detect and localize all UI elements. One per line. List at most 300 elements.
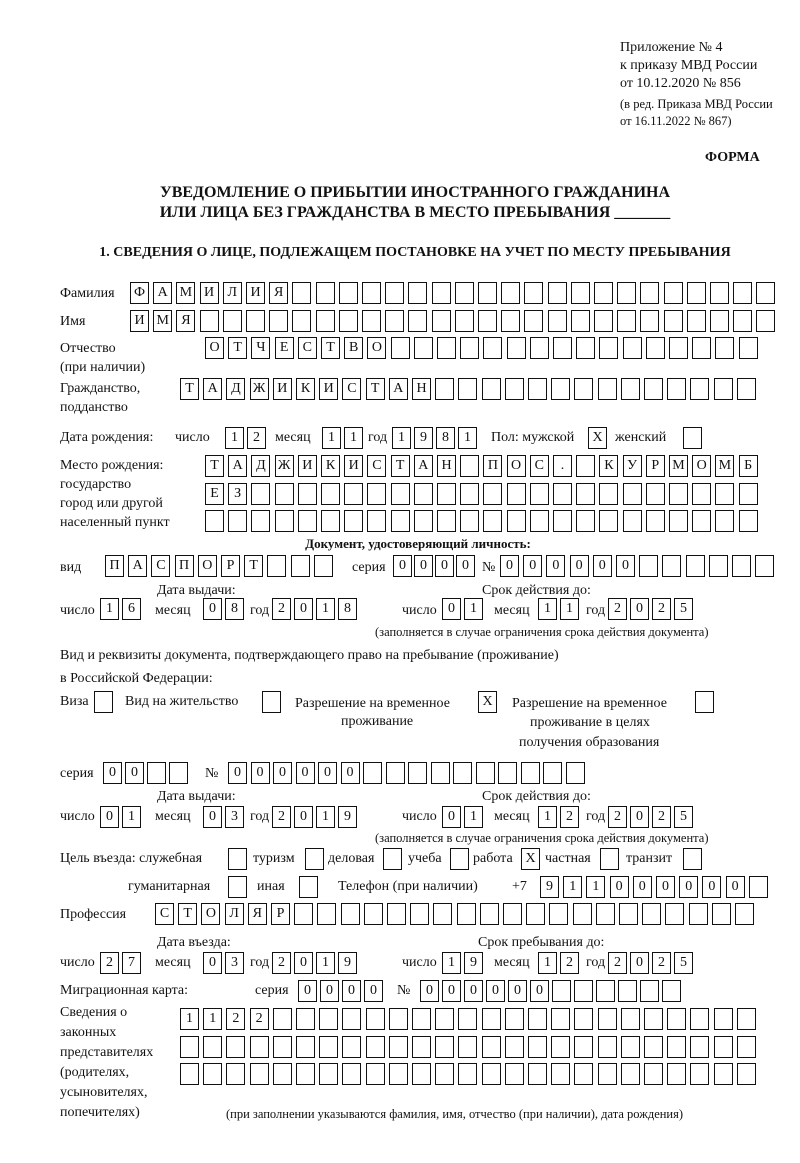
char-box[interactable]: В: [344, 337, 363, 359]
char-box[interactable]: 1: [586, 876, 605, 898]
char-box[interactable]: 1: [560, 598, 579, 620]
purpose-private-checkbox-box[interactable]: [600, 848, 619, 870]
char-box[interactable]: [712, 903, 731, 925]
char-box[interactable]: [664, 282, 683, 304]
char-box[interactable]: [598, 1063, 617, 1085]
char-box[interactable]: [574, 1036, 593, 1058]
char-box[interactable]: [363, 762, 382, 784]
char-box[interactable]: 2: [608, 952, 627, 974]
char-box[interactable]: [687, 282, 706, 304]
char-box[interactable]: П: [105, 555, 124, 577]
purpose-work-checkbox-box[interactable]: X: [521, 848, 540, 870]
char-box[interactable]: [410, 903, 429, 925]
char-box[interactable]: [669, 337, 688, 359]
char-box[interactable]: 0: [125, 762, 144, 784]
char-box[interactable]: [269, 310, 288, 332]
char-box[interactable]: [250, 1063, 269, 1085]
char-box[interactable]: 0: [442, 980, 461, 1002]
char-box[interactable]: С: [367, 455, 386, 477]
char-box[interactable]: [507, 483, 526, 505]
char-box[interactable]: Н: [437, 455, 456, 477]
char-box[interactable]: Т: [180, 378, 199, 400]
char-box[interactable]: [180, 1063, 199, 1085]
char-box[interactable]: 0: [100, 806, 119, 828]
char-box[interactable]: [458, 1036, 477, 1058]
char-box[interactable]: [366, 1008, 385, 1030]
char-box[interactable]: [478, 282, 497, 304]
char-box[interactable]: [414, 483, 433, 505]
char-box[interactable]: [505, 1036, 524, 1058]
char-box[interactable]: [566, 762, 585, 784]
char-box[interactable]: [714, 1036, 733, 1058]
char-box[interactable]: [714, 1063, 733, 1085]
char-box[interactable]: [457, 903, 476, 925]
char-box[interactable]: [386, 762, 405, 784]
char-box[interactable]: Т: [366, 378, 385, 400]
char-box[interactable]: Я: [269, 282, 288, 304]
char-box[interactable]: [251, 510, 270, 532]
char-box[interactable]: [640, 282, 659, 304]
sex-male-checkbox-box[interactable]: X: [588, 427, 607, 449]
char-box[interactable]: [273, 1063, 292, 1085]
char-box[interactable]: 0: [203, 806, 222, 828]
char-box[interactable]: [576, 337, 595, 359]
char-box[interactable]: И: [273, 378, 292, 400]
char-box[interactable]: [366, 1036, 385, 1058]
char-box[interactable]: [435, 1063, 454, 1085]
char-box[interactable]: [362, 310, 381, 332]
char-box[interactable]: [319, 1063, 338, 1085]
char-box[interactable]: [433, 903, 452, 925]
char-box[interactable]: М: [176, 282, 195, 304]
char-box[interactable]: 1: [322, 427, 341, 449]
char-box[interactable]: К: [296, 378, 315, 400]
char-box[interactable]: И: [319, 378, 338, 400]
char-box[interactable]: [644, 1008, 663, 1030]
char-box[interactable]: [733, 282, 752, 304]
char-box[interactable]: 0: [296, 762, 315, 784]
char-box[interactable]: [548, 310, 567, 332]
char-box[interactable]: [756, 310, 775, 332]
char-box[interactable]: 1: [316, 952, 335, 974]
char-box[interactable]: [226, 1063, 245, 1085]
char-box[interactable]: Е: [275, 337, 294, 359]
char-box[interactable]: [594, 282, 613, 304]
char-box[interactable]: 1: [100, 598, 119, 620]
char-box[interactable]: [246, 310, 265, 332]
char-box[interactable]: [298, 483, 317, 505]
char-box[interactable]: [598, 1008, 617, 1030]
char-box[interactable]: [273, 1036, 292, 1058]
char-box[interactable]: [664, 310, 683, 332]
char-box[interactable]: Е: [205, 483, 224, 505]
char-box[interactable]: [226, 1036, 245, 1058]
char-box[interactable]: [623, 337, 642, 359]
char-box[interactable]: 1: [464, 806, 483, 828]
char-box[interactable]: А: [414, 455, 433, 477]
char-box[interactable]: 0: [273, 762, 292, 784]
char-box[interactable]: [690, 378, 709, 400]
char-box[interactable]: [458, 378, 477, 400]
char-box[interactable]: [314, 555, 333, 577]
char-box[interactable]: [362, 282, 381, 304]
char-box[interactable]: 2: [100, 952, 119, 974]
char-box[interactable]: 9: [338, 806, 357, 828]
char-box[interactable]: [662, 555, 681, 577]
char-box[interactable]: [669, 483, 688, 505]
char-box[interactable]: А: [153, 282, 172, 304]
char-box[interactable]: [412, 1008, 431, 1030]
char-box[interactable]: [391, 510, 410, 532]
char-box[interactable]: [391, 483, 410, 505]
char-box[interactable]: [435, 1008, 454, 1030]
char-box[interactable]: [483, 337, 502, 359]
char-box[interactable]: [690, 1063, 709, 1085]
char-box[interactable]: [296, 1036, 315, 1058]
char-box[interactable]: 2: [652, 598, 671, 620]
char-box[interactable]: [147, 762, 166, 784]
purpose-tourism-checkbox-box[interactable]: [305, 848, 324, 870]
char-box[interactable]: 0: [414, 555, 433, 577]
char-box[interactable]: [617, 310, 636, 332]
char-box[interactable]: [505, 378, 524, 400]
char-box[interactable]: 2: [652, 806, 671, 828]
char-box[interactable]: [267, 555, 286, 577]
char-box[interactable]: 1: [442, 952, 461, 974]
char-box[interactable]: [432, 310, 451, 332]
permit-residence-checkbox-box[interactable]: [262, 691, 281, 713]
char-box[interactable]: [501, 282, 520, 304]
char-box[interactable]: [553, 337, 572, 359]
char-box[interactable]: 0: [294, 952, 313, 974]
purpose-other-checkbox-box[interactable]: [299, 876, 318, 898]
char-box[interactable]: [599, 483, 618, 505]
char-box[interactable]: [709, 555, 728, 577]
char-box[interactable]: [476, 762, 495, 784]
char-box[interactable]: Л: [223, 282, 242, 304]
char-box[interactable]: [621, 1036, 640, 1058]
char-box[interactable]: И: [246, 282, 265, 304]
char-box[interactable]: [389, 1036, 408, 1058]
char-box[interactable]: [574, 1008, 593, 1030]
char-box[interactable]: [296, 1063, 315, 1085]
char-box[interactable]: 0: [633, 876, 652, 898]
char-box[interactable]: [599, 337, 618, 359]
char-box[interactable]: [715, 510, 734, 532]
char-box[interactable]: [205, 510, 224, 532]
char-box[interactable]: А: [228, 455, 247, 477]
char-box[interactable]: [667, 1063, 686, 1085]
char-box[interactable]: П: [175, 555, 194, 577]
char-box[interactable]: С: [151, 555, 170, 577]
char-box[interactable]: [739, 483, 758, 505]
char-box[interactable]: [530, 337, 549, 359]
char-box[interactable]: [573, 903, 592, 925]
char-box[interactable]: [316, 282, 335, 304]
char-box[interactable]: [414, 510, 433, 532]
char-box[interactable]: О: [507, 455, 526, 477]
char-box[interactable]: [437, 510, 456, 532]
char-box[interactable]: О: [201, 903, 220, 925]
char-box[interactable]: [432, 282, 451, 304]
char-box[interactable]: Н: [412, 378, 431, 400]
char-box[interactable]: [686, 555, 705, 577]
char-box[interactable]: [749, 876, 768, 898]
char-box[interactable]: [594, 310, 613, 332]
char-box[interactable]: 9: [414, 427, 433, 449]
char-box[interactable]: [317, 903, 336, 925]
char-box[interactable]: [755, 555, 774, 577]
char-box[interactable]: Д: [251, 455, 270, 477]
char-box[interactable]: [599, 510, 618, 532]
char-box[interactable]: [623, 510, 642, 532]
char-box[interactable]: [341, 903, 360, 925]
char-box[interactable]: [455, 310, 474, 332]
char-box[interactable]: [521, 762, 540, 784]
sex-female-checkbox-box[interactable]: [683, 427, 702, 449]
char-box[interactable]: [275, 483, 294, 505]
char-box[interactable]: [574, 378, 593, 400]
char-box[interactable]: 0: [630, 806, 649, 828]
char-box[interactable]: [228, 510, 247, 532]
char-box[interactable]: [458, 1008, 477, 1030]
char-box[interactable]: [551, 1063, 570, 1085]
char-box[interactable]: [505, 1063, 524, 1085]
char-box[interactable]: Т: [178, 903, 197, 925]
char-box[interactable]: [667, 1008, 686, 1030]
char-box[interactable]: 0: [616, 555, 635, 577]
char-box[interactable]: 0: [530, 980, 549, 1002]
char-box[interactable]: [692, 510, 711, 532]
char-box[interactable]: [460, 337, 479, 359]
char-box[interactable]: [339, 310, 358, 332]
char-box[interactable]: О: [692, 455, 711, 477]
char-box[interactable]: [715, 483, 734, 505]
char-box[interactable]: О: [367, 337, 386, 359]
char-box[interactable]: 0: [318, 762, 337, 784]
char-box[interactable]: [273, 1008, 292, 1030]
char-box[interactable]: [692, 337, 711, 359]
char-box[interactable]: [251, 483, 270, 505]
char-box[interactable]: [646, 510, 665, 532]
char-box[interactable]: Ж: [250, 378, 269, 400]
char-box[interactable]: С: [298, 337, 317, 359]
char-box[interactable]: [737, 378, 756, 400]
char-box[interactable]: [714, 378, 733, 400]
char-box[interactable]: И: [298, 455, 317, 477]
char-box[interactable]: [507, 337, 526, 359]
char-box[interactable]: И: [200, 282, 219, 304]
char-box[interactable]: 0: [726, 876, 745, 898]
char-box[interactable]: [503, 903, 522, 925]
char-box[interactable]: [294, 903, 313, 925]
char-box[interactable]: 0: [103, 762, 122, 784]
char-box[interactable]: [316, 310, 335, 332]
char-box[interactable]: У: [623, 455, 642, 477]
char-box[interactable]: [737, 1036, 756, 1058]
char-box[interactable]: [737, 1063, 756, 1085]
char-box[interactable]: [528, 1063, 547, 1085]
char-box[interactable]: 2: [560, 806, 579, 828]
char-box[interactable]: [714, 1008, 733, 1030]
char-box[interactable]: 0: [203, 952, 222, 974]
char-box[interactable]: [667, 1036, 686, 1058]
char-box[interactable]: 2: [608, 598, 627, 620]
char-box[interactable]: [552, 980, 571, 1002]
char-box[interactable]: [710, 282, 729, 304]
char-box[interactable]: [551, 378, 570, 400]
char-box[interactable]: [737, 1008, 756, 1030]
char-box[interactable]: [526, 903, 545, 925]
char-box[interactable]: 5: [674, 952, 693, 974]
char-box[interactable]: М: [153, 310, 172, 332]
permit-trp-edu-checkbox-box[interactable]: [695, 691, 714, 713]
char-box[interactable]: 0: [570, 555, 589, 577]
char-box[interactable]: 0: [203, 598, 222, 620]
char-box[interactable]: О: [198, 555, 217, 577]
char-box[interactable]: [689, 903, 708, 925]
char-box[interactable]: [344, 483, 363, 505]
char-box[interactable]: 1: [464, 598, 483, 620]
char-box[interactable]: [574, 1063, 593, 1085]
char-box[interactable]: 0: [508, 980, 527, 1002]
char-box[interactable]: 1: [538, 806, 557, 828]
char-box[interactable]: [576, 455, 595, 477]
char-box[interactable]: 2: [226, 1008, 245, 1030]
char-box[interactable]: [169, 762, 188, 784]
char-box[interactable]: .: [553, 455, 572, 477]
char-box[interactable]: [574, 980, 593, 1002]
char-box[interactable]: [528, 1008, 547, 1030]
char-box[interactable]: [640, 310, 659, 332]
char-box[interactable]: [200, 310, 219, 332]
char-box[interactable]: [646, 483, 665, 505]
char-box[interactable]: [223, 310, 242, 332]
char-box[interactable]: [618, 980, 637, 1002]
purpose-business-checkbox-box[interactable]: [383, 848, 402, 870]
char-box[interactable]: [667, 378, 686, 400]
char-box[interactable]: 7: [122, 952, 141, 974]
char-box[interactable]: [623, 483, 642, 505]
char-box[interactable]: [642, 903, 661, 925]
char-box[interactable]: [507, 510, 526, 532]
char-box[interactable]: 1: [344, 427, 363, 449]
char-box[interactable]: [367, 483, 386, 505]
char-box[interactable]: [687, 310, 706, 332]
char-box[interactable]: 1: [203, 1008, 222, 1030]
char-box[interactable]: 1: [225, 427, 244, 449]
char-box[interactable]: [524, 282, 543, 304]
char-box[interactable]: [408, 282, 427, 304]
char-box[interactable]: [617, 282, 636, 304]
char-box[interactable]: [460, 455, 479, 477]
char-box[interactable]: 0: [294, 598, 313, 620]
char-box[interactable]: [480, 903, 499, 925]
char-box[interactable]: А: [203, 378, 222, 400]
char-box[interactable]: 0: [420, 980, 439, 1002]
char-box[interactable]: [715, 337, 734, 359]
char-box[interactable]: Р: [646, 455, 665, 477]
char-box[interactable]: М: [669, 455, 688, 477]
char-box[interactable]: [551, 1036, 570, 1058]
char-box[interactable]: Т: [205, 455, 224, 477]
char-box[interactable]: [321, 483, 340, 505]
char-box[interactable]: 1: [538, 952, 557, 974]
char-box[interactable]: [732, 555, 751, 577]
char-box[interactable]: [389, 1063, 408, 1085]
permit-trp-checkbox-box[interactable]: X: [478, 691, 497, 713]
char-box[interactable]: [528, 1036, 547, 1058]
purpose-study-checkbox-box[interactable]: [450, 848, 469, 870]
char-box[interactable]: С: [342, 378, 361, 400]
char-box[interactable]: [571, 310, 590, 332]
char-box[interactable]: З: [228, 483, 247, 505]
char-box[interactable]: [576, 510, 595, 532]
char-box[interactable]: 3: [225, 952, 244, 974]
char-box[interactable]: А: [128, 555, 147, 577]
char-box[interactable]: [435, 1036, 454, 1058]
char-box[interactable]: 0: [679, 876, 698, 898]
char-box[interactable]: [319, 1036, 338, 1058]
char-box[interactable]: [692, 483, 711, 505]
char-box[interactable]: [482, 1036, 501, 1058]
char-box[interactable]: [319, 1008, 338, 1030]
char-box[interactable]: [453, 762, 472, 784]
char-box[interactable]: [431, 762, 450, 784]
char-box[interactable]: Р: [271, 903, 290, 925]
char-box[interactable]: 2: [247, 427, 266, 449]
char-box[interactable]: 8: [436, 427, 455, 449]
char-box[interactable]: Т: [391, 455, 410, 477]
char-box[interactable]: Ф: [130, 282, 149, 304]
char-box[interactable]: 0: [442, 598, 461, 620]
char-box[interactable]: [669, 510, 688, 532]
char-box[interactable]: 2: [560, 952, 579, 974]
char-box[interactable]: И: [130, 310, 149, 332]
char-box[interactable]: 5: [674, 598, 693, 620]
char-box[interactable]: 0: [593, 555, 612, 577]
char-box[interactable]: [665, 903, 684, 925]
char-box[interactable]: [180, 1036, 199, 1058]
char-box[interactable]: [414, 337, 433, 359]
char-box[interactable]: 0: [435, 555, 454, 577]
char-box[interactable]: [203, 1036, 222, 1058]
char-box[interactable]: [408, 762, 427, 784]
char-box[interactable]: Т: [228, 337, 247, 359]
char-box[interactable]: [596, 980, 615, 1002]
char-box[interactable]: [367, 510, 386, 532]
char-box[interactable]: [342, 1008, 361, 1030]
char-box[interactable]: [543, 762, 562, 784]
char-box[interactable]: [549, 903, 568, 925]
char-box[interactable]: [437, 483, 456, 505]
char-box[interactable]: [408, 310, 427, 332]
char-box[interactable]: 9: [540, 876, 559, 898]
char-box[interactable]: Д: [226, 378, 245, 400]
char-box[interactable]: [342, 1063, 361, 1085]
char-box[interactable]: [292, 282, 311, 304]
char-box[interactable]: 0: [464, 980, 483, 1002]
char-box[interactable]: 0: [546, 555, 565, 577]
char-box[interactable]: 0: [630, 598, 649, 620]
char-box[interactable]: 0: [228, 762, 247, 784]
char-box[interactable]: [391, 337, 410, 359]
char-box[interactable]: С: [155, 903, 174, 925]
char-box[interactable]: [739, 337, 758, 359]
char-box[interactable]: 1: [563, 876, 582, 898]
char-box[interactable]: Т: [244, 555, 263, 577]
char-box[interactable]: [619, 903, 638, 925]
